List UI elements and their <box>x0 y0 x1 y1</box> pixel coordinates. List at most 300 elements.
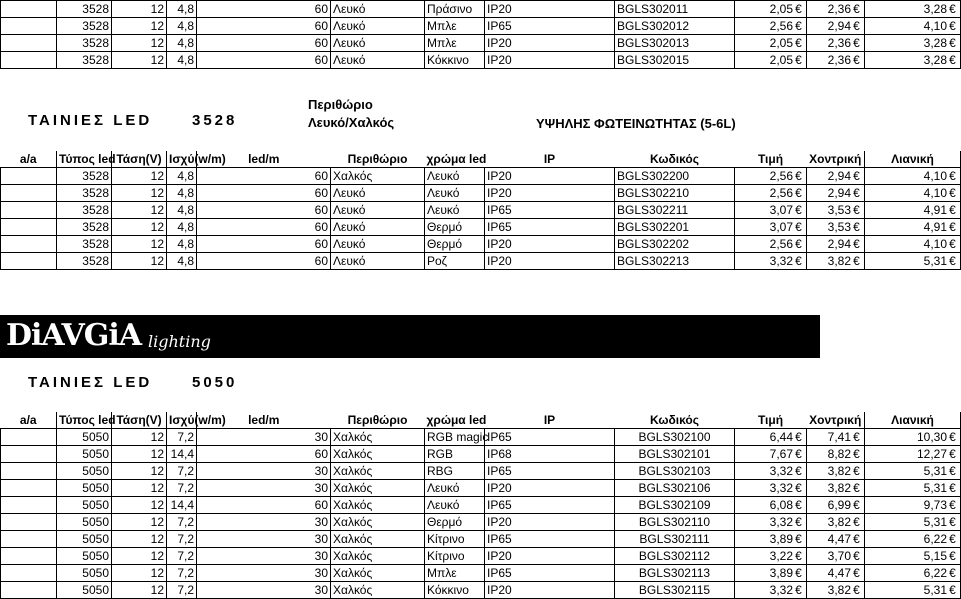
cell-frame: Λευκό <box>331 18 425 35</box>
cell-led-color: Μπλε <box>425 35 485 52</box>
cell-frame: Χαλκός <box>331 548 425 565</box>
euro-sign: € <box>853 219 860 234</box>
cell-price <box>735 168 807 185</box>
euro-sign: € <box>795 253 802 268</box>
section1-code: 3528 <box>192 112 238 129</box>
cell-led-color: RBG <box>425 463 485 480</box>
cell-value: 2,94 <box>827 185 851 200</box>
cell-voltage: 12 <box>112 18 167 35</box>
cell-ip: IP65 <box>485 202 615 219</box>
cell-value: 7,41 <box>827 429 851 444</box>
cell-code: BGLS302115 <box>615 582 735 599</box>
cell-retail <box>865 514 961 531</box>
cell-value: 3,32 <box>769 582 793 597</box>
header-col-led-per-m: led/m <box>197 412 331 429</box>
cell-voltage: 12 <box>112 565 167 582</box>
cell-aa <box>1 514 57 531</box>
cell-ip: IP20 <box>485 582 615 599</box>
cell-power: 4,8 <box>167 219 197 236</box>
table-row <box>1 35 961 52</box>
euro-sign: € <box>949 446 956 461</box>
cell-wholesale <box>807 168 865 185</box>
section2-table <box>0 412 961 599</box>
cell-led-per-m: 60 <box>197 236 331 253</box>
cell-value: 4,10 <box>923 185 947 200</box>
cell-led-color: Κόκκινο <box>425 52 485 69</box>
cell-retail <box>865 480 961 497</box>
cell-price <box>735 236 807 253</box>
euro-sign: € <box>853 582 860 597</box>
cell-price <box>735 582 807 599</box>
cell-voltage: 12 <box>112 463 167 480</box>
cell-led-type: 3528 <box>57 1 112 18</box>
cell-wholesale <box>807 548 865 565</box>
cell-power: 7,2 <box>167 429 197 446</box>
cell-ip: IP20 <box>485 480 615 497</box>
cell-frame: Λευκό <box>331 219 425 236</box>
euro-sign: € <box>795 582 802 597</box>
table-row <box>1 52 961 69</box>
cell-ip: IP65 <box>485 463 615 480</box>
table-row <box>1 446 961 463</box>
cell-value: 2,05 <box>769 52 793 67</box>
cell-voltage: 12 <box>112 1 167 18</box>
cell-aa <box>1 565 57 582</box>
cell-frame: Λευκό <box>331 236 425 253</box>
table-row <box>1 497 961 514</box>
cell-value: 4,10 <box>923 236 947 251</box>
cell-led-color: Λευκό <box>425 202 485 219</box>
table-row <box>1 219 961 236</box>
cell-led-per-m: 30 <box>197 582 331 599</box>
euro-sign: € <box>795 514 802 529</box>
cell-value: 5,31 <box>923 463 947 478</box>
cell-wholesale <box>807 202 865 219</box>
cell-value: 6,22 <box>923 531 947 546</box>
cell-value: 3,53 <box>827 219 851 234</box>
euro-sign: € <box>853 202 860 217</box>
cell-value: 2,94 <box>827 236 851 251</box>
euro-sign: € <box>949 582 956 597</box>
cell-value: 4,47 <box>827 531 851 546</box>
cell-price <box>735 480 807 497</box>
cell-retail <box>865 185 961 202</box>
euro-sign: € <box>795 565 802 580</box>
euro-sign: € <box>853 1 860 16</box>
cell-led-type: 5050 <box>57 565 112 582</box>
cell-voltage: 12 <box>112 497 167 514</box>
cell-power: 7,2 <box>167 463 197 480</box>
cell-code: BGLS302202 <box>615 236 735 253</box>
top-price-table <box>0 0 961 69</box>
cell-value: 6,99 <box>827 497 851 512</box>
cell-value: 2,94 <box>827 18 851 33</box>
euro-sign: € <box>795 1 802 16</box>
header-col-code: Κωδικός <box>615 151 735 168</box>
cell-frame: Χαλκός <box>331 565 425 582</box>
cell-price <box>735 514 807 531</box>
cell-value: 3,82 <box>827 514 851 529</box>
euro-sign: € <box>949 514 956 529</box>
euro-sign: € <box>853 548 860 563</box>
euro-sign: € <box>949 168 956 183</box>
cell-led-type: 3528 <box>57 185 112 202</box>
euro-sign: € <box>795 480 802 495</box>
euro-sign: € <box>853 463 860 478</box>
euro-sign: € <box>853 531 860 546</box>
header-col-voltage: Τάση(V) <box>112 412 167 429</box>
cell-wholesale <box>807 18 865 35</box>
cell-value: 3,28 <box>923 35 947 50</box>
cell-aa <box>1 582 57 599</box>
header-col-led-type: Τύπος led <box>57 412 112 429</box>
cell-value: 3,07 <box>769 202 793 217</box>
section2-header-row <box>1 412 961 429</box>
cell-wholesale <box>807 565 865 582</box>
cell-power: 4,8 <box>167 52 197 69</box>
cell-voltage: 12 <box>112 582 167 599</box>
section1-table <box>0 151 961 270</box>
cell-frame: Χαλκός <box>331 429 425 446</box>
cell-retail <box>865 497 961 514</box>
euro-sign: € <box>795 446 802 461</box>
euro-sign: € <box>949 531 956 546</box>
cell-led-per-m: 60 <box>197 253 331 270</box>
cell-ip: IP65 <box>485 497 615 514</box>
cell-value: 2,05 <box>769 35 793 50</box>
cell-led-per-m: 30 <box>197 480 331 497</box>
cell-led-per-m: 60 <box>197 18 331 35</box>
euro-sign: € <box>795 202 802 217</box>
cell-led-color: Μπλε <box>425 565 485 582</box>
euro-sign: € <box>795 429 802 444</box>
cell-led-type: 5050 <box>57 548 112 565</box>
header-col-voltage: Τάση(V) <box>112 151 167 168</box>
euro-sign: € <box>853 18 860 33</box>
cell-voltage: 12 <box>112 253 167 270</box>
cell-power: 4,8 <box>167 1 197 18</box>
header-col-retail: Λιανική <box>865 412 961 429</box>
cell-aa <box>1 236 57 253</box>
cell-aa <box>1 429 57 446</box>
cell-retail <box>865 446 961 463</box>
cell-led-type: 5050 <box>57 497 112 514</box>
cell-value: 3,32 <box>769 514 793 529</box>
cell-frame: Λευκό <box>331 1 425 18</box>
cell-power: 4,8 <box>167 168 197 185</box>
cell-value: 2,94 <box>827 168 851 183</box>
cell-value: 3,32 <box>769 463 793 478</box>
cell-led-color: Λευκό <box>425 185 485 202</box>
cell-ip: IP20 <box>485 548 615 565</box>
cell-aa <box>1 52 57 69</box>
cell-aa <box>1 463 57 480</box>
cell-aa <box>1 480 57 497</box>
cell-value: 6,44 <box>769 429 793 444</box>
header-col-led-color: χρώμα led <box>426 151 487 166</box>
header-col-ip: IP <box>485 412 615 429</box>
cell-led-type: 3528 <box>57 202 112 219</box>
cell-voltage: 12 <box>112 548 167 565</box>
cell-led-type: 3528 <box>57 35 112 52</box>
cell-power: 7,2 <box>167 582 197 599</box>
cell-ip: IP20 <box>485 168 615 185</box>
cell-code: BGLS302101 <box>615 446 735 463</box>
cell-code: BGLS302213 <box>615 253 735 270</box>
cell-power: 4,8 <box>167 185 197 202</box>
euro-sign: € <box>795 35 802 50</box>
euro-sign: € <box>949 1 956 16</box>
cell-wholesale <box>807 35 865 52</box>
cell-voltage: 12 <box>112 514 167 531</box>
cell-led-color: Θερμό <box>425 236 485 253</box>
cell-voltage: 12 <box>112 531 167 548</box>
cell-value: 10,30 <box>916 429 947 444</box>
header-col-wholesale: Χοντρική <box>807 412 865 429</box>
header-col-price: Τιμή <box>735 412 807 429</box>
euro-sign: € <box>949 18 956 33</box>
euro-sign: € <box>853 35 860 50</box>
euro-sign: € <box>949 185 956 200</box>
cell-ip: IP20 <box>485 236 615 253</box>
cell-value: 7,67 <box>769 446 793 461</box>
cell-ip: IP20 <box>485 35 615 52</box>
cell-value: 3,32 <box>769 253 793 268</box>
cell-value: 4,91 <box>923 202 947 217</box>
cell-power: 4,8 <box>167 18 197 35</box>
cell-retail <box>865 202 961 219</box>
cell-price <box>735 35 807 52</box>
cell-price <box>735 565 807 582</box>
cell-wholesale <box>807 446 865 463</box>
section1-frame-label-1: Περιθώριο <box>308 97 373 112</box>
euro-sign: € <box>853 429 860 444</box>
cell-power: 14,4 <box>167 446 197 463</box>
table-row <box>1 236 961 253</box>
euro-sign: € <box>853 497 860 512</box>
euro-sign: € <box>949 429 956 444</box>
cell-aa <box>1 1 57 18</box>
cell-price <box>735 185 807 202</box>
euro-sign: € <box>949 497 956 512</box>
table-row <box>1 429 961 446</box>
cell-ip: IP20 <box>485 253 615 270</box>
table-row <box>1 1 961 18</box>
table-row <box>1 18 961 35</box>
cell-led-color: Πράσινο <box>425 1 485 18</box>
euro-sign: € <box>795 52 802 67</box>
cell-led-color: RGB <box>425 446 485 463</box>
cell-power: 7,2 <box>167 548 197 565</box>
cell-led-color: Θερμό <box>425 514 485 531</box>
cell-led-color: Μπλε <box>425 18 485 35</box>
euro-sign: € <box>853 253 860 268</box>
cell-led-per-m: 60 <box>197 219 331 236</box>
header-col-frame: Περιθώριο <box>331 151 425 168</box>
cell-frame: Λευκό <box>331 202 425 219</box>
euro-sign: € <box>949 480 956 495</box>
cell-wholesale <box>807 514 865 531</box>
cell-value: 3,82 <box>827 480 851 495</box>
cell-led-type: 5050 <box>57 514 112 531</box>
table-row <box>1 548 961 565</box>
cell-value: 3,89 <box>769 531 793 546</box>
cell-led-color: Κόκκινο <box>425 582 485 599</box>
cell-value: 4,10 <box>923 18 947 33</box>
section1-frame-label-2: Λευκό/Χαλκός <box>308 115 395 130</box>
header-col-code: Κωδικός <box>615 412 735 429</box>
euro-sign: € <box>853 565 860 580</box>
cell-led-type: 3528 <box>57 168 112 185</box>
header-col-ip: IP <box>485 151 615 168</box>
cell-value: 2,56 <box>769 236 793 251</box>
cell-frame: Λευκό <box>331 35 425 52</box>
table-row <box>1 168 961 185</box>
table-row <box>1 565 961 582</box>
cell-led-per-m: 30 <box>197 514 331 531</box>
euro-sign: € <box>853 185 860 200</box>
euro-sign: € <box>853 236 860 251</box>
header-col-aa: a/a <box>1 151 57 168</box>
section1-header-row <box>1 151 961 168</box>
cell-frame: Χαλκός <box>331 531 425 548</box>
cell-voltage: 12 <box>112 168 167 185</box>
cell-retail <box>865 565 961 582</box>
cell-led-type: 3528 <box>57 253 112 270</box>
cell-code: BGLS302113 <box>615 565 735 582</box>
cell-voltage: 12 <box>112 52 167 69</box>
section1-title-text: ΤΑΙΝΙΕΣ LED <box>28 112 153 129</box>
cell-frame: Χαλκός <box>331 497 425 514</box>
cell-led-color: Κίτρινο <box>425 548 485 565</box>
cell-price <box>735 18 807 35</box>
cell-aa <box>1 185 57 202</box>
cell-code: BGLS302106 <box>615 480 735 497</box>
brand-tagline: lighting <box>148 332 211 351</box>
cell-price <box>735 497 807 514</box>
euro-sign: € <box>853 480 860 495</box>
header-col-led-color: χρώμα led <box>426 412 487 427</box>
cell-ip: IP68 <box>485 446 615 463</box>
cell-value: 4,47 <box>827 565 851 580</box>
cell-ip: IP65 <box>485 18 615 35</box>
cell-value: 5,31 <box>923 582 947 597</box>
cell-led-type: 5050 <box>57 531 112 548</box>
cell-code: BGLS302211 <box>615 202 735 219</box>
euro-sign: € <box>949 202 956 217</box>
cell-aa <box>1 253 57 270</box>
cell-value: 5,15 <box>923 548 947 563</box>
cell-power: 7,2 <box>167 514 197 531</box>
cell-led-per-m: 60 <box>197 497 331 514</box>
cell-wholesale <box>807 52 865 69</box>
cell-retail <box>865 531 961 548</box>
cell-retail <box>865 35 961 52</box>
cell-power: 4,8 <box>167 35 197 52</box>
cell-value: 5,31 <box>923 480 947 495</box>
cell-ip: IP20 <box>485 514 615 531</box>
cell-wholesale <box>807 463 865 480</box>
cell-value: 2,36 <box>827 35 851 50</box>
cell-value: 3,82 <box>827 582 851 597</box>
euro-sign: € <box>795 168 802 183</box>
cell-price <box>735 429 807 446</box>
cell-power: 4,8 <box>167 202 197 219</box>
table-row <box>1 514 961 531</box>
table-row <box>1 582 961 599</box>
cell-led-per-m: 30 <box>197 565 331 582</box>
cell-retail <box>865 429 961 446</box>
cell-value: 2,05 <box>769 1 793 16</box>
cell-power: 7,2 <box>167 565 197 582</box>
euro-sign: € <box>949 219 956 234</box>
cell-ip: IP20 <box>485 1 615 18</box>
header-col-power: Ισχύ(w/m) <box>167 151 197 168</box>
cell-frame: Χαλκός <box>331 168 425 185</box>
cell-frame: Χαλκός <box>331 514 425 531</box>
cell-led-type: 3528 <box>57 219 112 236</box>
section2-title: ΤΑΙΝΙΕΣ LED <box>28 374 153 391</box>
cell-voltage: 12 <box>112 35 167 52</box>
cell-code: BGLS302210 <box>615 185 735 202</box>
cell-code: BGLS302013 <box>615 35 735 52</box>
cell-frame: Χαλκός <box>331 582 425 599</box>
euro-sign: € <box>949 565 956 580</box>
cell-value: 3,82 <box>827 253 851 268</box>
cell-value: 3,28 <box>923 1 947 16</box>
euro-sign: € <box>795 497 802 512</box>
cell-aa <box>1 168 57 185</box>
cell-code: BGLS302112 <box>615 548 735 565</box>
cell-price <box>735 253 807 270</box>
table-row <box>1 463 961 480</box>
cell-frame: Χαλκός <box>331 446 425 463</box>
euro-sign: € <box>949 548 956 563</box>
cell-retail <box>865 168 961 185</box>
cell-value: 5,31 <box>923 514 947 529</box>
cell-wholesale <box>807 531 865 548</box>
euro-sign: € <box>949 236 956 251</box>
cell-value: 4,10 <box>923 168 947 183</box>
cell-value: 8,82 <box>827 446 851 461</box>
cell-code: BGLS302201 <box>615 219 735 236</box>
cell-led-type: 3528 <box>57 236 112 253</box>
table-row <box>1 202 961 219</box>
cell-ip: IP65 <box>485 219 615 236</box>
cell-retail <box>865 52 961 69</box>
cell-led-per-m: 60 <box>197 185 331 202</box>
euro-sign: € <box>795 185 802 200</box>
cell-wholesale <box>807 236 865 253</box>
cell-value: 6,22 <box>923 565 947 580</box>
cell-value: 2,56 <box>769 185 793 200</box>
cell-ip: IP20 <box>485 52 615 69</box>
cell-value: 4,91 <box>923 219 947 234</box>
cell-led-type: 3528 <box>57 52 112 69</box>
cell-code: BGLS302100 <box>615 429 735 446</box>
cell-frame: Λευκό <box>331 253 425 270</box>
cell-value: 2,36 <box>827 1 851 16</box>
cell-led-color: Λευκό <box>425 497 485 514</box>
cell-led-per-m: 30 <box>197 429 331 446</box>
cell-led-per-m: 60 <box>197 168 331 185</box>
cell-code: BGLS302109 <box>615 497 735 514</box>
cell-value: 2,56 <box>769 18 793 33</box>
cell-voltage: 12 <box>112 446 167 463</box>
cell-voltage: 12 <box>112 185 167 202</box>
cell-value: 3,28 <box>923 52 947 67</box>
brand-logo-bar <box>0 315 820 358</box>
